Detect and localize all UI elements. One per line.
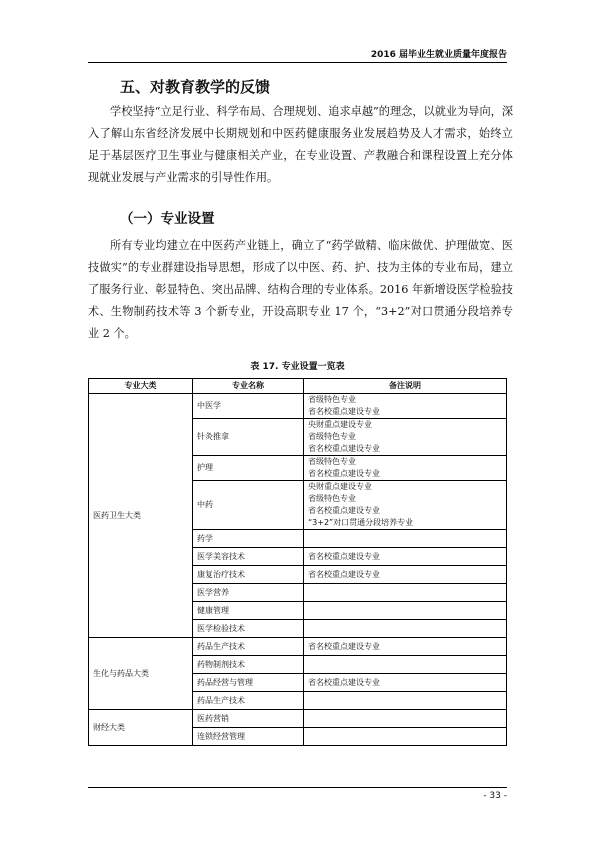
page-number: - 33 - xyxy=(483,791,507,801)
major-name-cell: 针灸推拿 xyxy=(193,419,304,456)
category-cell: 医药卫生大类 xyxy=(89,394,193,638)
notes-cell xyxy=(304,638,507,656)
notes-cell xyxy=(304,584,507,602)
note-line: 央财重点建设专业 xyxy=(308,420,372,429)
major-name-cell: 康复治疗技术 xyxy=(193,566,304,584)
table-row xyxy=(89,638,507,656)
table-row xyxy=(89,394,507,419)
major-name-cell: 中医学 xyxy=(193,394,304,419)
table-header-row xyxy=(89,379,507,394)
notes-cell xyxy=(304,656,507,674)
major-name-cell: 中药 xyxy=(193,481,304,530)
notes-cell xyxy=(304,481,507,530)
major-name-cell: 医药营销 xyxy=(193,710,304,728)
notes-cell xyxy=(304,674,507,692)
subsection-paragraph: 所有专业均建立在中医药产业链上，确立了“药学做精、临床做优、护理做宽、医技做实”的专业群建设指导思想，形成了以中医、药、护、技为主体的专业布局，建立了服务行业、彰显特色、突出品牌、结构合理的专业体系。2016 年新增设医学检验技术、生物制药技术等 3 个新专业，开设高职专业 17 个，“3+2”对口贯通分段培养专业 2 个。 xyxy=(88,239,513,340)
notes-cell xyxy=(304,692,507,710)
note-line: 省名校重点建设专业 xyxy=(308,677,380,687)
note-line: 省级特色专业 xyxy=(308,457,356,466)
major-name-cell: 药品经营与管理 xyxy=(193,674,304,692)
report-header-title: 2016 届毕业生就业质量年度报告 xyxy=(370,50,507,60)
header-major-name: 专业名称 xyxy=(193,379,304,394)
notes-cell xyxy=(304,602,507,620)
notes-cell xyxy=(304,548,507,566)
note-line: 省级特色专业 xyxy=(308,494,356,503)
notes-cell xyxy=(304,530,507,548)
major-name-cell: 药学 xyxy=(193,530,304,548)
note-line: 央财重点建设专业 xyxy=(308,482,372,491)
major-name-cell: 医学营养 xyxy=(193,584,304,602)
table-caption: 表 17. 专业设置一览表 xyxy=(250,362,345,372)
header-category: 专业大类 xyxy=(89,379,193,394)
notes-cell xyxy=(304,456,507,481)
note-line: 省名校重点建设专业 xyxy=(308,551,380,561)
notes-cell xyxy=(304,620,507,638)
header-notes: 备注说明 xyxy=(304,379,507,394)
note-line: 省名校重点建设专业 xyxy=(308,444,380,453)
note-line: 省名校重点建设专业 xyxy=(308,407,380,416)
major-name-cell: 护理 xyxy=(193,456,304,481)
notes-cell xyxy=(304,710,507,728)
note-line: 省级特色专业 xyxy=(308,432,356,441)
note-line: 省名校重点建设专业 xyxy=(308,469,380,478)
major-name-cell: 医学检验技术 xyxy=(193,620,304,638)
section-paragraph: 学校坚持“立足行业、科学布局、合理规划、追求卓越”的理念，以就业为导向，深入了解山东省经济发展中长期规划和中医药健康服务业发展趋势及人才需求，始终立足于基层医疗卫生事业与健康相关产业，在专业设置、产教融合和课程设置上充分体现就业发展与产业需求的引导性作用。 xyxy=(88,105,514,184)
notes-cell xyxy=(304,566,507,584)
notes-cell xyxy=(304,394,507,419)
major-name-cell: 药品生产技术 xyxy=(193,692,304,710)
major-table-body xyxy=(89,394,507,746)
note-line: 省名校重点建设专业 xyxy=(308,641,380,651)
major-name-cell: 药物制剂技术 xyxy=(193,656,304,674)
note-line: 省名校重点建设专业 xyxy=(308,506,380,515)
header-divider xyxy=(88,62,507,63)
note-line: 省级特色专业 xyxy=(308,395,356,404)
notes-cell xyxy=(304,419,507,456)
major-name-cell: 医学美容技术 xyxy=(193,548,304,566)
note-line: 省名校重点建设专业 xyxy=(308,569,380,579)
table-row xyxy=(89,710,507,728)
section-heading: 五、对教育教学的反馈 xyxy=(120,78,271,96)
notes-cell xyxy=(304,728,507,746)
subsection-heading: （一）专业设置 xyxy=(120,211,215,227)
footer-divider xyxy=(88,787,507,788)
category-cell: 生化与药品大类 xyxy=(89,638,193,710)
category-cell: 财经大类 xyxy=(89,710,193,746)
major-table xyxy=(88,378,507,746)
note-line: “3+2”对口贯通分段培养专业 xyxy=(308,518,414,527)
major-name-cell: 健康管理 xyxy=(193,602,304,620)
major-name-cell: 药品生产技术 xyxy=(193,638,304,656)
major-name-cell: 连锁经营管理 xyxy=(193,728,304,746)
